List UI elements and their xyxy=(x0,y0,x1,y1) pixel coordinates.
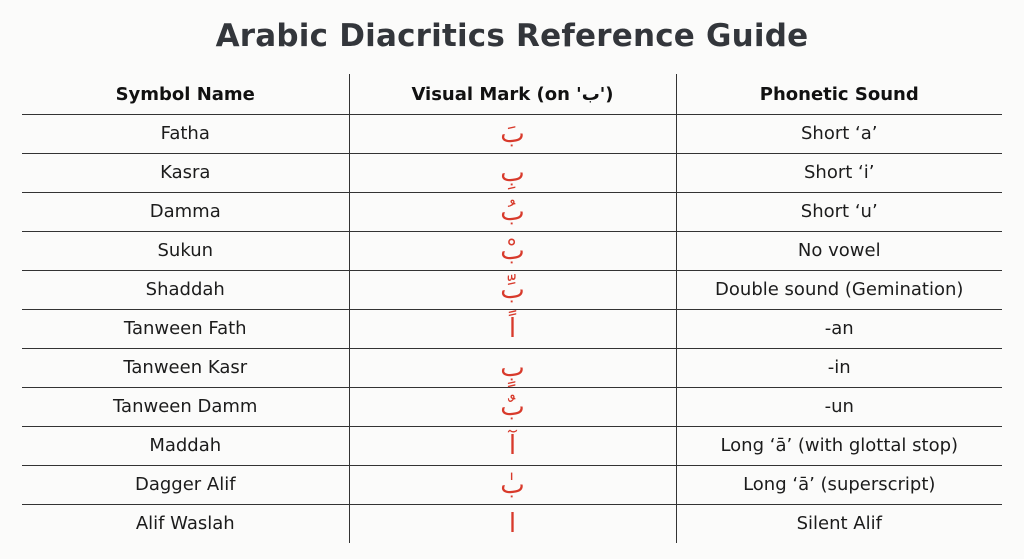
visual-mark-cell: آ xyxy=(349,426,676,465)
visual-mark-cell: بِ xyxy=(349,153,676,192)
table-row xyxy=(22,465,1002,504)
visual-mark-cell: بْ xyxy=(349,231,676,270)
table-row xyxy=(22,270,1002,309)
table-row xyxy=(22,426,1002,465)
phonetic-sound-cell: Double sound (Gemination) xyxy=(676,270,1002,309)
phonetic-sound-cell: Short ‘i’ xyxy=(676,153,1002,192)
column-header-phonetic-sound: Phonetic Sound xyxy=(676,74,1002,114)
visual-mark-cell: بٌ xyxy=(349,387,676,426)
phonetic-sound-cell: Silent Alif xyxy=(796,513,882,535)
symbol-name-cell: Dagger Alif xyxy=(22,465,349,504)
table-row xyxy=(22,153,1002,192)
table-row xyxy=(22,348,1002,387)
table-row xyxy=(22,114,1002,153)
table-header-row xyxy=(22,74,1002,114)
symbol-name-cell: Tanween Kasr xyxy=(22,348,349,387)
table-row xyxy=(22,231,1002,270)
symbol-name-cell: Kasra xyxy=(22,153,349,192)
visual-mark-cell: بٰ xyxy=(349,465,676,504)
symbol-name-cell: Tanween Fath xyxy=(22,309,349,348)
symbol-name-cell: Tanween Damm xyxy=(22,387,349,426)
diacritics-table xyxy=(22,74,1002,543)
table-row xyxy=(22,309,1002,348)
phonetic-sound-cell: Short ‘u’ xyxy=(676,192,1002,231)
column-header-visual-mark: Visual Mark (on 'ب') xyxy=(349,74,676,114)
phonetic-sound-cell: Short ‘a’ xyxy=(676,114,1002,153)
visual-mark-cell: اً xyxy=(349,309,676,348)
table-body xyxy=(22,114,1002,543)
symbol-name-cell: Damma xyxy=(22,192,349,231)
phonetic-sound-cell: -in xyxy=(676,348,1002,387)
visual-mark-cell: بَ xyxy=(349,114,676,153)
visual-mark-cell: بِّ xyxy=(349,270,676,309)
phonetic-sound-cell: Long ‘ā’ (superscript) xyxy=(676,465,1002,504)
symbol-name-cell: Maddah xyxy=(22,426,349,465)
page-title: Arabic Diacritics Reference Guide xyxy=(215,18,809,54)
phonetic-sound-cell: -an xyxy=(676,309,1002,348)
table-row xyxy=(22,504,1002,543)
phonetic-sound-cell: -un xyxy=(676,387,1002,426)
visual-mark-cell: ا xyxy=(349,504,676,543)
visual-mark-cell: بٍ xyxy=(349,348,676,387)
symbol-name-cell: Shaddah xyxy=(22,270,349,309)
visual-mark-cell: بُ xyxy=(349,192,676,231)
table-row xyxy=(22,387,1002,426)
column-header-symbol-name: Symbol Name xyxy=(22,74,349,114)
symbol-name-cell: Fatha xyxy=(22,114,349,153)
symbol-name-cell: Sukun xyxy=(22,231,349,270)
symbol-name-cell: Alif Waslah xyxy=(135,513,235,535)
phonetic-sound-cell: Long ‘ā’ (with glottal stop) xyxy=(676,426,1002,465)
table-row xyxy=(22,192,1002,231)
phonetic-sound-cell: No vowel xyxy=(676,231,1002,270)
